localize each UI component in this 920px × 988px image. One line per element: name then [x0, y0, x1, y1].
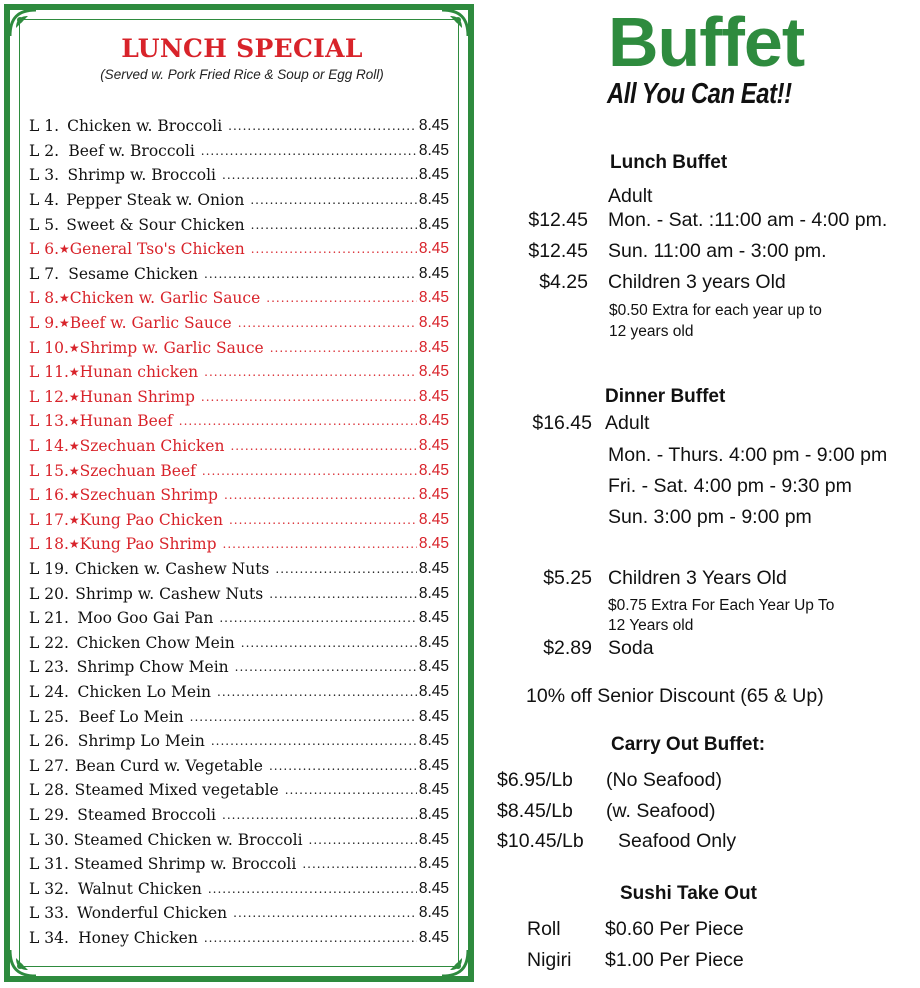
menu-item-row [29, 680, 449, 705]
menu-item-row [29, 188, 449, 213]
lunch-buffet-child-note-2: 12 years old [609, 323, 694, 340]
leader-dots [251, 218, 417, 232]
leader-dots [222, 168, 417, 182]
lunch-buffet-child-label: Children 3 years Old [608, 271, 786, 293]
menu-item-name: Pepper Steak w. Onion [66, 191, 245, 210]
menu-item-code: L 13. [29, 412, 69, 431]
menu-item-price: 8.45 [418, 682, 449, 700]
menu-item-row [29, 114, 449, 139]
menu-item-price: 8.45 [418, 141, 449, 159]
sushi-label: Roll [527, 918, 561, 940]
menu-item-code: L 19. [29, 559, 69, 578]
menu-item-name: Hunan chicken [79, 363, 199, 382]
spicy-star-icon: ★ [68, 414, 80, 429]
spicy-star-icon: ★ [59, 316, 70, 331]
menu-item-name: Chicken w. Broccoli [67, 117, 223, 136]
menu-item-code: L 6. [29, 240, 60, 259]
menu-item-name: Hunan Beef [79, 412, 173, 431]
menu-item-name: Shrimp w. Broccoli [67, 166, 216, 185]
carry-out-label: Seafood Only [618, 830, 737, 852]
lunch-buffet-heading: Lunch Buffet [610, 152, 728, 173]
menu-item-row [29, 139, 449, 164]
menu-item-name: Szechuan Chicken [79, 437, 225, 456]
menu-item-price: 8.45 [418, 732, 449, 750]
menu-item-code: L 20. [29, 584, 69, 603]
soda-price: $2.89 [543, 637, 592, 659]
leader-dots [190, 710, 417, 724]
carry-out-price: $8.45/Lb [497, 800, 573, 822]
leader-dots [204, 267, 417, 281]
carry-out-price: $6.95/Lb [497, 769, 573, 791]
leader-dots [233, 906, 417, 920]
soda-label: Soda [608, 637, 654, 659]
menu-item-price: 8.45 [418, 633, 449, 651]
menu-item-price: 8.45 [418, 535, 449, 553]
menu-item-row [29, 483, 449, 508]
menu-item-row [29, 286, 449, 311]
spicy-star-icon: ★ [68, 340, 80, 355]
menu-item-price: 8.45 [418, 855, 449, 873]
menu-item-row [29, 311, 449, 336]
menu-item-code: L 28. [29, 781, 69, 800]
dinner-buffet-heading: Dinner Buffet [605, 386, 726, 407]
lunch-buffet-child-note-1: $0.50 Extra for each year up to [609, 302, 822, 319]
menu-item-name: Steamed Mixed vegetable [74, 781, 279, 800]
spicy-star-icon: ★ [59, 242, 70, 257]
leader-dots [223, 537, 417, 551]
menu-item-row [29, 532, 449, 557]
leader-dots [202, 464, 417, 478]
lunch-buffet-weekday-price: $12.45 [528, 209, 588, 231]
carry-out-label: (w. Seafood) [606, 800, 716, 822]
dinner-buffet-adult-label: Adult [605, 412, 650, 434]
spicy-star-icon: ★ [68, 365, 80, 380]
menu-item-price: 8.45 [418, 461, 449, 479]
menu-item-code: L 7. [29, 264, 60, 283]
menu-item-row [29, 901, 449, 926]
leader-dots [224, 488, 417, 502]
menu-item-code: L 10. [29, 338, 69, 357]
menu-item-price: 8.45 [418, 437, 449, 455]
menu-item-name: Shrimp w. Cashew Nuts [75, 584, 264, 603]
leader-dots [270, 341, 417, 355]
leader-dots [217, 685, 417, 699]
dinner-buffet-hours-weekend: Fri. - Sat. 4:00 pm - 9:30 pm [608, 475, 852, 497]
menu-item-row [29, 385, 449, 410]
menu-item-price: 8.45 [418, 363, 449, 381]
menu-item-price: 8.45 [418, 584, 449, 602]
menu-item-name: Steamed Broccoli [77, 805, 217, 824]
menu-item-name: Honey Chicken [78, 928, 198, 947]
menu-item-price: 8.45 [418, 707, 449, 725]
lunch-buffet-adult-label: Adult [608, 185, 653, 207]
menu-item-row [29, 409, 449, 434]
menu-item-row [29, 434, 449, 459]
menu-item-code: L 1. [29, 117, 60, 136]
carry-out-label: (No Seafood) [606, 769, 722, 791]
menu-item-row [29, 803, 449, 828]
menu-item-row [29, 508, 449, 533]
spicy-star-icon: ★ [59, 291, 70, 306]
lunch-buffet-sunday-price: $12.45 [528, 240, 588, 262]
sushi-price: $1.00 Per Piece [605, 949, 744, 971]
leader-dots [285, 783, 417, 797]
menu-item-name: Wonderful Chicken [76, 904, 228, 923]
leader-dots [204, 365, 417, 379]
menu-item-row [29, 876, 449, 901]
leader-dots [241, 636, 417, 650]
menu-item-name: Steamed Shrimp w. Broccoli [73, 855, 297, 874]
menu-item-name: Shrimp Lo Mein [77, 732, 205, 751]
menu-item-row [29, 557, 449, 582]
menu-item-row [29, 655, 449, 680]
sushi-label: Nigiri [527, 949, 572, 971]
menu-item-code: L 14. [29, 437, 69, 456]
leader-dots [275, 562, 416, 576]
menu-item-code: L 25. [29, 707, 69, 726]
menu-item-row [29, 606, 449, 631]
menu-item-price: 8.45 [418, 830, 449, 848]
spicy-star-icon: ★ [68, 512, 80, 527]
leader-dots [230, 439, 416, 453]
leader-dots [228, 119, 417, 133]
menu-item-row [29, 827, 449, 852]
lunch-special-subtitle: (Served w. Pork Fried Rice & Soup or Egg Roll) [100, 67, 384, 82]
leader-dots [229, 513, 417, 527]
sushi-heading: Sushi Take Out [620, 883, 757, 904]
leader-dots [222, 808, 417, 822]
leader-dots [219, 611, 417, 625]
menu-item-name: Shrimp Chow Mein [76, 658, 229, 677]
menu-item-name: Sweet & Sour Chicken [66, 215, 245, 234]
menu-item-code: L 34. [29, 928, 69, 947]
menu-item-price: 8.45 [418, 289, 449, 307]
dinner-buffet-adult-price: $16.45 [532, 412, 592, 434]
menu-item-name: Hunan Shrimp [79, 387, 195, 406]
menu-item-row [29, 581, 449, 606]
menu-item-code: L 29. [29, 805, 69, 824]
menu-item-price: 8.45 [418, 510, 449, 528]
menu-item-price: 8.45 [418, 805, 449, 823]
menu-item-name: Steamed Chicken w. Broccoli [73, 830, 303, 849]
menu-item-name: Beef w. Broccoli [68, 141, 195, 160]
menu-item-row [29, 852, 449, 877]
menu-item-code: L 2. [29, 141, 60, 160]
spicy-star-icon: ★ [68, 389, 80, 404]
menu-item-code: L 11. [29, 363, 69, 382]
menu-item-price: 8.45 [418, 240, 449, 258]
menu-item-code: L 15. [29, 461, 69, 480]
menu-item-code: L 16. [29, 486, 69, 505]
menu-item-name: Szechuan Shrimp [79, 486, 218, 505]
menu-item-name: Chicken w. Cashew Nuts [75, 559, 270, 578]
menu-item-code: L 9. [29, 314, 60, 333]
menu-item-row [29, 163, 449, 188]
menu-item-price: 8.45 [418, 879, 449, 897]
menu-item-code: L 17. [29, 510, 69, 529]
leader-dots [204, 931, 417, 945]
carry-out-price: $10.45/Lb [497, 830, 584, 852]
menu-item-code: L 32. [29, 879, 69, 898]
corner-ornament-icon [438, 946, 472, 980]
menu-item-price: 8.45 [418, 387, 449, 405]
leader-dots [201, 144, 417, 158]
lunch-buffet-sunday-hours: Sun. 11:00 am - 3:00 pm. [608, 240, 827, 262]
menu-item-row [29, 630, 449, 655]
lunch-menu-list [29, 114, 449, 950]
buffet-tagline: All You Can Eat!! [607, 78, 792, 110]
menu-item-row [29, 926, 449, 951]
menu-item-row [29, 778, 449, 803]
menu-item-name: Beef w. Garlic Sauce [69, 314, 232, 333]
menu-item-price: 8.45 [418, 191, 449, 209]
sushi-price: $0.60 Per Piece [605, 918, 744, 940]
menu-item-price: 8.45 [418, 658, 449, 676]
menu-item-row [29, 237, 449, 262]
menu-item-row [29, 753, 449, 778]
menu-item-price: 8.45 [418, 756, 449, 774]
menu-item-price: 8.45 [418, 559, 449, 577]
leader-dots [302, 857, 416, 871]
menu-item-row [29, 335, 449, 360]
menu-item-code: L 5. [29, 215, 60, 234]
leader-dots [250, 193, 417, 207]
menu-item-row [29, 704, 449, 729]
menu-item-price: 8.45 [418, 486, 449, 504]
leader-dots [269, 759, 417, 773]
menu-item-code: L 30. [29, 830, 69, 849]
dinner-buffet-child-label: Children 3 Years Old [608, 567, 787, 589]
leader-dots [179, 414, 417, 428]
menu-item-code: L 12. [29, 387, 69, 406]
senior-discount: 10% off Senior Discount (65 & Up) [526, 685, 824, 707]
menu-item-price: 8.45 [418, 264, 449, 282]
menu-item-price: 8.45 [418, 928, 449, 946]
lunch-buffet-child-price: $4.25 [539, 271, 588, 293]
menu-item-price: 8.45 [418, 215, 449, 233]
menu-item-price: 8.45 [418, 338, 449, 356]
menu-item-price: 8.45 [418, 412, 449, 430]
menu-item-code: L 33. [29, 904, 69, 923]
dinner-buffet-child-note-2: 12 Years old [608, 617, 694, 634]
menu-item-name: Kung Pao Shrimp [79, 535, 217, 554]
leader-dots [201, 390, 417, 404]
dinner-buffet-child-note-1: $0.75 Extra For Each Year Up To [608, 597, 835, 614]
menu-item-price: 8.45 [418, 314, 449, 332]
lunch-special-title: LUNCH SPECIAL [121, 34, 363, 63]
menu-item-code: L 26. [29, 732, 69, 751]
leader-dots [208, 882, 417, 896]
menu-item-name: Sesame Chicken [68, 264, 199, 283]
lunch-buffet-weekday-hours: Mon. - Sat. :11:00 am - 4:00 pm. [608, 209, 888, 231]
dinner-buffet-child-price: $5.25 [543, 567, 592, 589]
leader-dots [309, 833, 417, 847]
dinner-buffet-hours-weekday: Mon. - Thurs. 4:00 pm - 9:00 pm [608, 444, 888, 466]
spicy-star-icon: ★ [68, 439, 80, 454]
menu-item-name: Chicken Lo Mein [77, 682, 212, 701]
menu-item-code: L 31. [29, 855, 69, 874]
leader-dots [235, 660, 417, 674]
buffet-title: Buffet [608, 3, 805, 81]
menu-item-code: L 27. [29, 756, 69, 775]
menu-item-price: 8.45 [418, 166, 449, 184]
menu-item-code: L 3. [29, 166, 60, 185]
menu-item-price: 8.45 [418, 904, 449, 922]
menu-item-name: Moo Goo Gai Pan [77, 609, 214, 628]
menu-item-name: Chicken Chow Mein [76, 633, 235, 652]
menu-item-price: 8.45 [418, 117, 449, 135]
menu-item-name: Chicken w. Garlic Sauce [69, 289, 261, 308]
leader-dots [238, 316, 417, 330]
menu-item-name: Szechuan Beef [79, 461, 196, 480]
dinner-buffet-hours-sunday: Sun. 3:00 pm - 9:00 pm [608, 506, 812, 528]
menu-item-price: 8.45 [418, 781, 449, 799]
menu-item-code: L 24. [29, 682, 69, 701]
menu-item-code: L 8. [29, 289, 60, 308]
spicy-star-icon: ★ [68, 488, 80, 503]
menu-item-name: Bean Curd w. Vegetable [75, 756, 263, 775]
menu-item-row [29, 262, 449, 287]
menu-item-code: L 23. [29, 658, 69, 677]
menu-item-row [29, 458, 449, 483]
carry-out-heading: Carry Out Buffet: [611, 734, 766, 755]
leader-dots [211, 734, 417, 748]
menu-item-name: Shrimp w. Garlic Sauce [79, 338, 264, 357]
menu-item-name: Kung Pao Chicken [79, 510, 223, 529]
menu-item-row [29, 729, 449, 754]
menu-item-code: L 4. [29, 191, 60, 210]
spicy-star-icon: ★ [68, 537, 80, 552]
corner-ornament-icon [6, 946, 40, 980]
leader-dots [269, 587, 417, 601]
menu-item-row [29, 212, 449, 237]
leader-dots [251, 242, 417, 256]
menu-item-name: General Tso's Chicken [69, 240, 245, 259]
menu-item-code: L 18. [29, 535, 69, 554]
menu-item-row [29, 360, 449, 385]
menu-item-name: Walnut Chicken [77, 879, 202, 898]
menu-item-code: L 22. [29, 633, 69, 652]
leader-dots [266, 291, 417, 305]
spicy-star-icon: ★ [68, 463, 80, 478]
menu-item-code: L 21. [29, 609, 69, 628]
menu-item-price: 8.45 [418, 609, 449, 627]
menu-item-name: Beef Lo Mein [78, 707, 184, 726]
